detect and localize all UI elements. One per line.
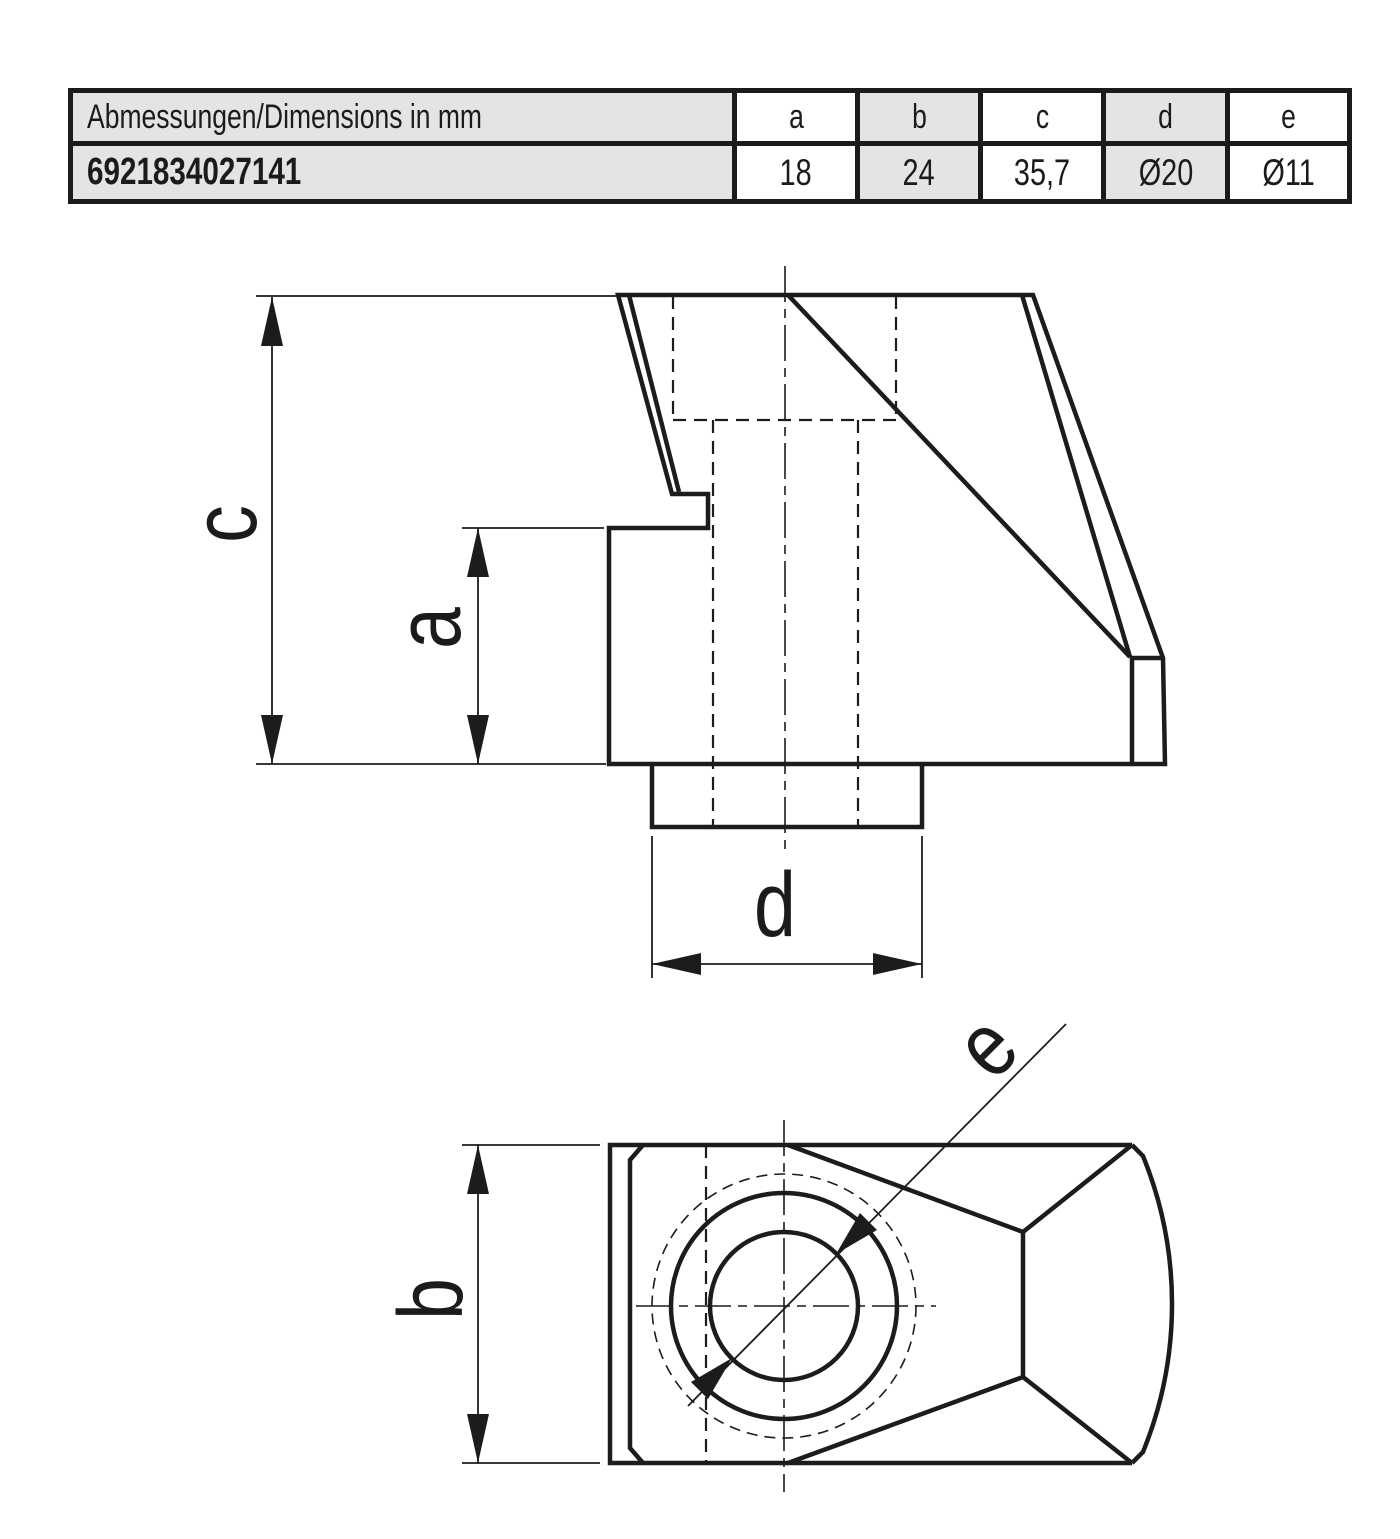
table-header-col-d: d <box>1104 91 1228 144</box>
value-c-cell: 35,7 <box>981 143 1104 201</box>
table-header-col-e: e <box>1228 91 1350 144</box>
dim-label-d: d <box>754 852 796 956</box>
dim-label-a: a <box>376 607 480 649</box>
side-view <box>173 266 1165 978</box>
table-header-col-c: c <box>981 91 1104 144</box>
dim-label-b: b <box>378 1278 482 1320</box>
side-view-outline <box>609 295 1165 827</box>
dim-label-e: e <box>934 994 1037 1097</box>
dimension-c <box>173 296 616 764</box>
dimension-b <box>379 1145 600 1463</box>
top-view <box>379 994 1172 1492</box>
top-view-outline <box>610 1145 1172 1463</box>
table-header-col-b: b <box>858 91 981 144</box>
table-header-col-a: a <box>735 91 858 144</box>
value-e-cell: Ø11 <box>1228 143 1350 201</box>
dimension-a <box>377 528 604 764</box>
value-b-cell: 24 <box>858 143 981 201</box>
dim-label-c: c <box>172 505 276 543</box>
value-d-cell: Ø20 <box>1104 143 1228 201</box>
table-header-dimensions: Abmessungen/Dimensions in mm <box>71 91 735 144</box>
value-a-cell: 18 <box>735 143 858 201</box>
dimension-d <box>652 836 922 978</box>
part-number-cell: 6921834027141 <box>71 143 735 201</box>
